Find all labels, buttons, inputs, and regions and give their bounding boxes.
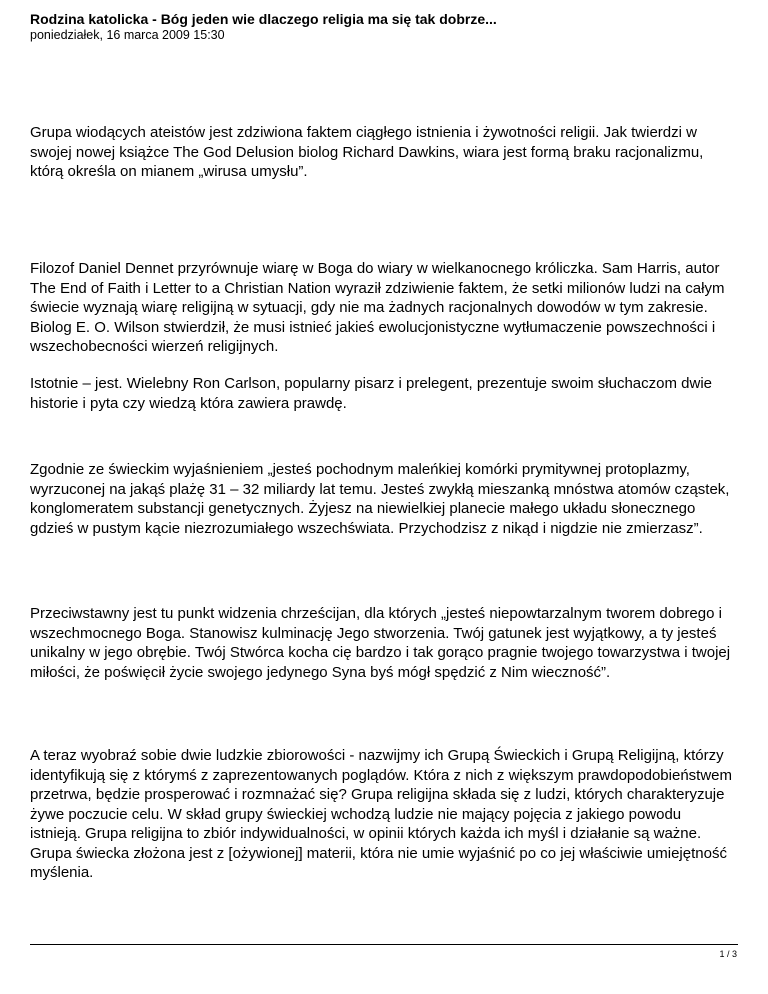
paragraph-1: Grupa wiodących ateistów jest zdziwiona faktem ciągłego istnienia i żywotności religii. Jak twierdzi w swojej nowej książce The God Delusion biolog Richard Dawkins, wiara jest formą braku racjonalizmu, którą określa on mianem „wirusa umysłu”. — [30, 124, 704, 180]
paragraph-4: Zgodnie ze świeckim wyjaśnieniem „jesteś pochodnym maleńkiej komórki prymitywnej protoplazmy, wyrzuconej na jakąś plażę 31 – 32 miliardy lat temu. Jesteś zwykłą mieszanką mnóstwa atomów cząstek, konglomeratem substancji genetycznych. Żyjesz na niewielkiej planecie małego układu słonecznego gdzieś w pustym kącie niezrozumiałego wszechświata. Przychodzisz z nikąd i nigdzie nie zmierzasz”. — [30, 461, 730, 537]
page-header — [30, 11, 730, 43]
footer-divider — [30, 944, 738, 945]
paragraph-3: Istotnie – jest. Wielebny Ron Carlson, popularny pisarz i prelegent, prezentuje swoim słuchaczom dwie historie i pyta czy wiedzą która zawiera prawdę. — [30, 375, 712, 412]
paragraph-2: Filozof Daniel Dennet przyrównuje wiarę w Boga do wiary w wielkanocnego króliczka. Sam Harris, autor The End of Faith i Letter to a Christian Nation wyraził zdziwienie faktem, że setki milionów ludzi na całym świecie wyznają wiarę religijną w sytuacji, gdy nie ma żadnych racjonalnych dowodów w tym zakresie. Biolog E. O. Wilson stwierdził, że musi istnieć jakieś ewolucjonistyczne wytłumaczenie powszechności i wszechobecności wierzeń religijnych. — [30, 260, 725, 355]
paragraph-5: Przeciwstawny jest tu punkt widzenia chrześcijan, dla których „jesteś niepowtarzalnym tworem dobrego i wszechmocnego Boga. Stanowisz kulminację Jego stworzenia. Twój gatunek jest wyjątkowy, a ty jesteś unikalny w jego obrębie. Twój Stwórca kocha cię bardzo i tak gorąco pragnie twojego towarzystwa i twojej miłości, że poświęcił życie swojego jedynego Syna byś mógł spędzić z Nim wieczność”. — [30, 605, 731, 681]
paragraph-6: A teraz wyobraź sobie dwie ludzkie zbiorowości - nazwijmy ich Grupą Świeckich i Grupą Religijną, którzy identyfikują się z którymś z zaprezentowanych poglądów. Która z nich z większym prawdopodobieństwem przetrwa, będzie prosperować i rozmnażać się? Grupa religijna składa się z ludzi, których charakteryzuje żywe poczucie celu. W skład grupy świeckiej wchodzą ludzie nie mający pojęcia z jakiego powodu istnieją. Grupa religijna to zbiór indywidualności, w opinii których każda ich myśl i działanie są ważne. Grupa świecka złożona jest z [ożywionej] materii, która nie umie wyjaśnić po co jej właściwie umiejętność myślenia. — [30, 747, 732, 881]
page-number: 1 / 3 — [719, 949, 737, 959]
document-title: Rodzina katolicka - Bóg jeden wie dlaczego religia ma się tak dobrze... — [30, 11, 497, 27]
publish-date: poniedziałek, 16 marca 2009 15:30 — [30, 28, 225, 42]
